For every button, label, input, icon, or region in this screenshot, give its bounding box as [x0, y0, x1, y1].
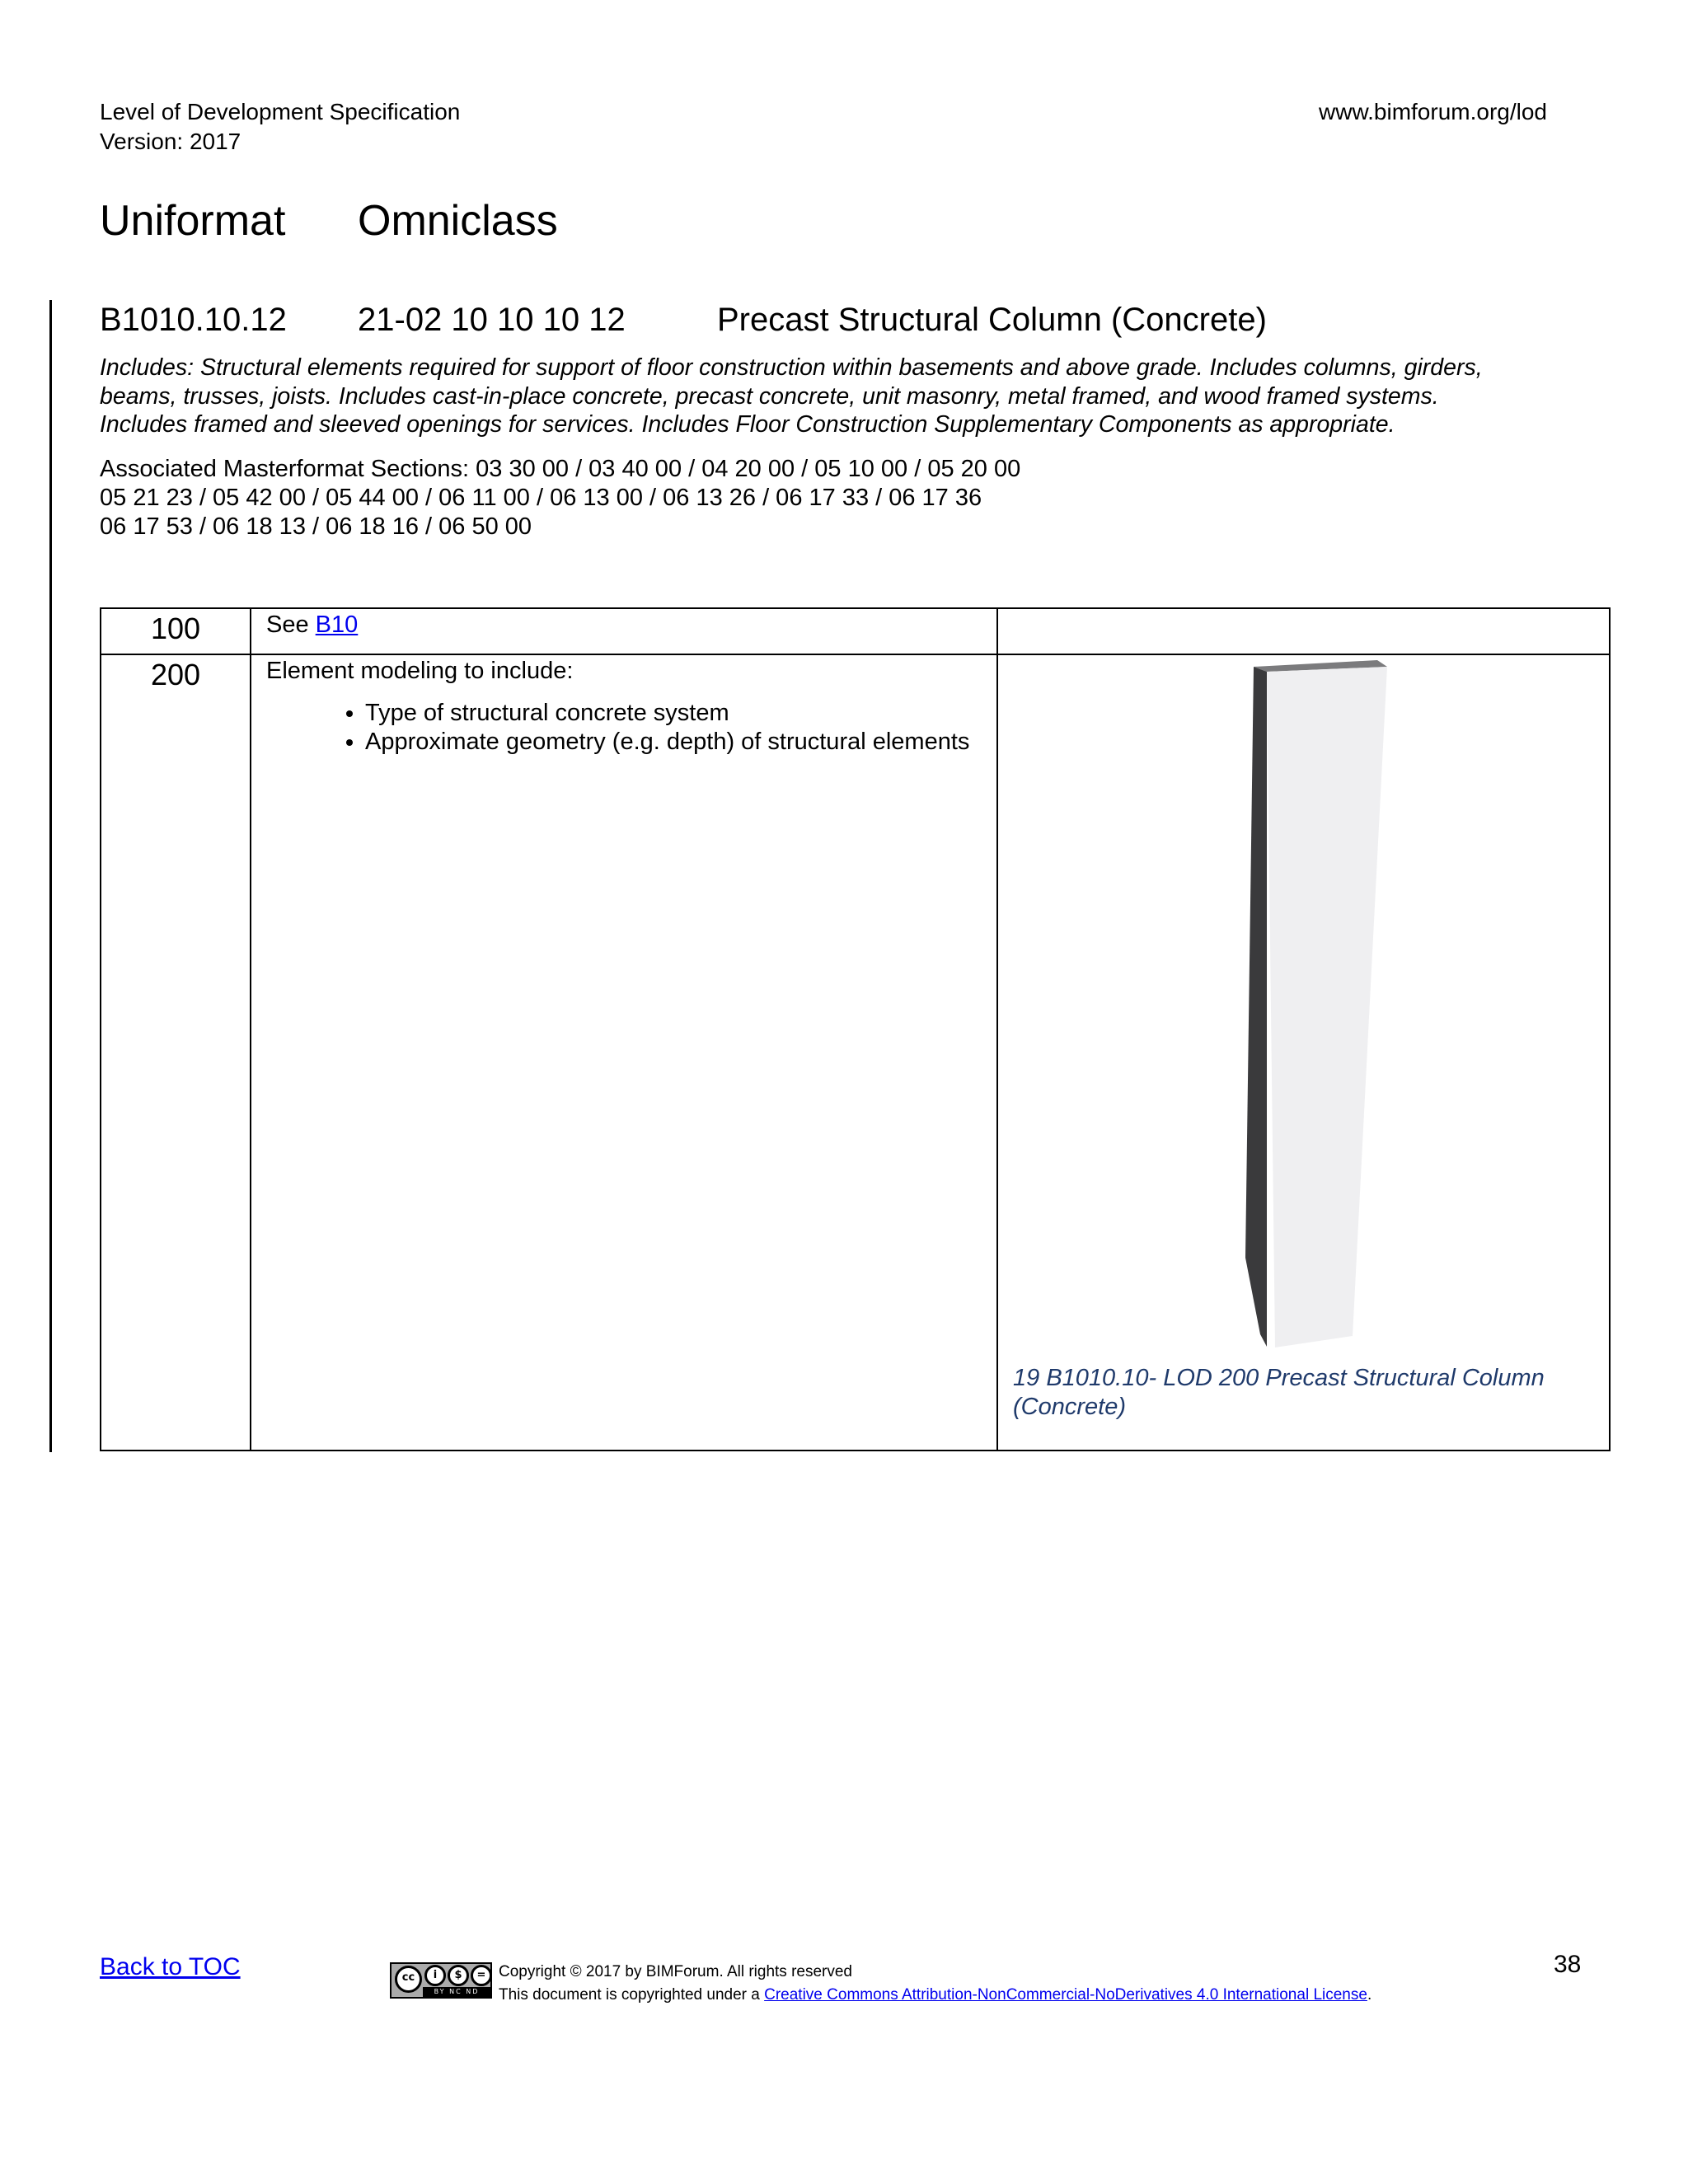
cc-license-badge[interactable] — [390, 1962, 492, 1999]
includes-line: beams, trusses, joists. Includes cast-in-place concrete, precast concrete, unit masonry, metal framed, and wood framed systems. — [100, 382, 1439, 410]
page-number: 38 — [1554, 1951, 1582, 1978]
masterformat-sections — [100, 455, 1633, 541]
table-row — [101, 608, 1610, 654]
website-url: www.bimforum.org/lod — [1319, 99, 1547, 124]
section-title: Precast Structural Column (Concrete) — [717, 302, 1267, 338]
back-to-toc-link[interactable]: Back to TOC — [100, 1953, 241, 1980]
attribution-icon: i — [424, 1965, 446, 1986]
uniformat-heading: Uniformat — [100, 197, 286, 245]
list-item: • Approximate geometry (e.g. depth) of structural elements — [365, 728, 982, 757]
masterformat-line: Associated Masterformat Sections: 03 30 00 / 03 40 00 / 04 20 00 / 05 10 00 / 05 20 00 — [100, 456, 1021, 482]
lod-level-cell: 100 — [101, 608, 251, 654]
modeling-intro: Element modeling to include: — [266, 658, 574, 684]
lod-level-cell: 200 — [101, 654, 251, 1451]
lod-figure-cell — [997, 608, 1610, 654]
column-light-face — [1267, 667, 1387, 1347]
see-prefix: See — [266, 612, 316, 638]
doc-version: Version: 2017 — [100, 129, 241, 154]
noncommercial-icon: $ — [448, 1965, 469, 1986]
precast-column-illustration — [998, 655, 1609, 1450]
modeling-bullet-list — [266, 699, 982, 757]
column-dark-face — [1245, 667, 1267, 1347]
masterformat-line: 06 17 53 / 06 18 13 / 06 18 16 / 06 50 00 — [100, 513, 532, 540]
masterformat-line: 05 21 23 / 05 42 00 / 05 44 00 / 06 11 00 / 06 13 00 / 06 13 26 / 06 17 33 / 06 17 36 — [100, 485, 982, 511]
figure-caption: 19 B1010.10- LOD 200 Precast Structural Column (Concrete) — [1013, 1365, 1545, 1420]
revision-change-bar — [49, 300, 52, 1452]
omniclass-code: 21-02 10 10 10 12 — [358, 302, 626, 338]
includes-paragraph — [100, 354, 1633, 439]
includes-line: Includes: Structural elements required for support of floor construction within basements and above grade. Includes columns, girders, — [100, 354, 1483, 381]
cc-badge-strip: BY NC ND — [423, 1987, 490, 1997]
uniformat-code: B1010.10.12 — [100, 302, 287, 338]
cc-license-link[interactable]: Creative Commons Attribution-NonCommercial-NoDerivatives 4.0 International License — [764, 1986, 1367, 2004]
lod-description-cell — [251, 608, 997, 654]
license-text — [499, 1984, 1372, 2007]
copyright-text: Copyright © 2017 by BIMForum. All rights reserved — [499, 1963, 853, 1980]
license-prefix: This document is copyrighted under a — [499, 1986, 765, 2004]
lod-figure-cell — [997, 654, 1610, 1451]
table-row — [101, 654, 1610, 1451]
list-item: • Type of structural concrete system — [365, 699, 982, 728]
doc-title: Level of Development Specification — [100, 99, 461, 124]
includes-line: Includes framed and sleeved openings for services. Includes Floor Construction Supplementary Components as appropriate. — [100, 411, 1395, 438]
cc-icon: cc — [395, 1966, 422, 1993]
lod-description-cell — [251, 654, 997, 1451]
lod-table — [100, 607, 1611, 1451]
license-suffix: . — [1367, 1986, 1372, 2004]
b10-link[interactable]: B10 — [315, 612, 359, 638]
omniclass-heading: Omniclass — [358, 197, 558, 245]
noderivatives-icon: = — [471, 1965, 492, 1986]
